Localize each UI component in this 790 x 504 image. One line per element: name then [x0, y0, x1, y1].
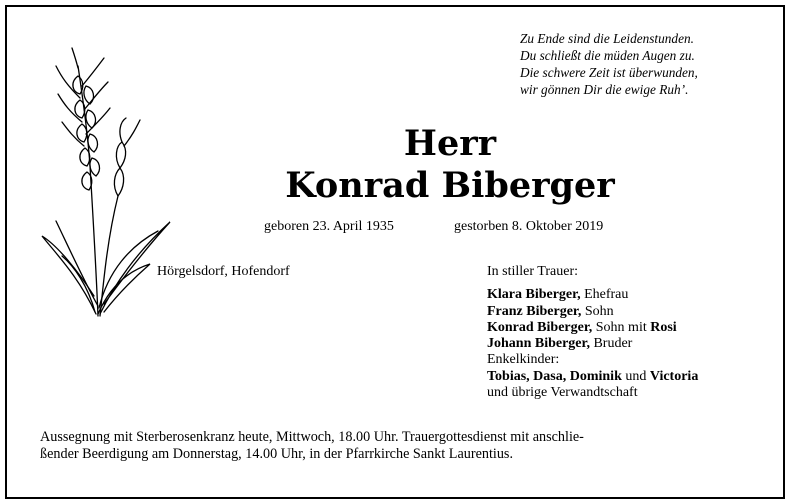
poem-line: wir gönnen Dir die ewige Ruh’.: [520, 82, 689, 97]
mourner-relation: Bruder: [589, 336, 633, 352]
mourners-list: [487, 264, 698, 401]
mourner-partner-name: Rosi: [650, 319, 677, 335]
grandchildren-names: Tobias, Dasa, Dominik: [487, 368, 622, 384]
mourner-relation: Ehefrau: [580, 287, 629, 303]
deceased-name-block: [260, 124, 640, 208]
salutation: Herr: [403, 123, 497, 164]
grandchildren-line: [487, 369, 698, 385]
mourners-heading: In stiller Trauer:: [487, 264, 578, 279]
wheat-ear-illustration: [38, 46, 173, 321]
notice-line: ßender Beerdigung am Donnerstag, 14.00 Uhr, in der Pfarrkirche Sankt Laurentius.: [40, 446, 514, 462]
poem-line: Zu Ende sind die Leidenstunden.: [520, 31, 694, 46]
grandchildren-label: Enkelkinder:: [487, 352, 560, 368]
mourner-line: [487, 320, 698, 336]
mourner-relation: Sohn mit: [592, 319, 651, 335]
deceased-name: Konrad Biberger: [285, 165, 615, 206]
mourner-name: Franz Biberger,: [487, 303, 582, 319]
mourner-line: [487, 304, 698, 320]
death-date: gestorben 8. Oktober 2019: [454, 219, 604, 234]
mourner-name: Konrad Biberger,: [487, 319, 593, 335]
funeral-notice: [40, 429, 760, 463]
residence-place: Hörgelsdorf, Hofendorf: [157, 264, 290, 279]
poem: [520, 30, 770, 98]
mourner-line: [487, 287, 698, 303]
poem-line: Du schließt die müden Augen zu.: [520, 48, 695, 63]
mourner-relation: Sohn: [581, 303, 614, 319]
mourner-name: Klara Biberger,: [487, 287, 581, 303]
notice-line: Aussegnung mit Sterberosenkranz heute, Mittwoch, 18.00 Uhr. Trauergottesdienst mit anschlie-: [40, 429, 584, 445]
birth-date: geboren 23. April 1935: [264, 219, 394, 234]
mourner-name: Johann Biberger,: [487, 336, 590, 352]
poem-line: Die schwere Zeit ist überwunden,: [520, 65, 698, 80]
other-relatives: und übrige Verwandtschaft: [487, 385, 638, 401]
grandchildren-last-name: Victoria: [649, 368, 699, 384]
grandchildren-and: und: [621, 368, 650, 384]
mourner-line: [487, 336, 698, 352]
